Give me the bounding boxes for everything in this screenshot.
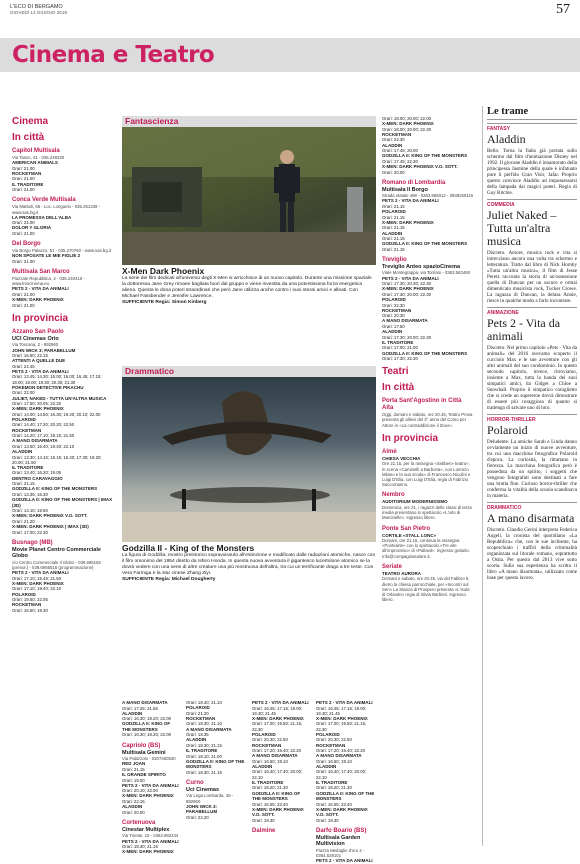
showtimes: Orari: 21.15 (382, 214, 405, 220)
showtimes: Orari: 22.30 (382, 137, 405, 143)
featured-film-xmen (122, 116, 376, 348)
cinema-name: Curno (186, 779, 204, 786)
movie-title: ROCKETMAN (12, 602, 42, 608)
showtimes: Orari: 14.40; 17.20; 20.20; 22.50 (12, 422, 75, 428)
movie-title: POLAROID (316, 731, 340, 737)
movie-title: IL TRADITORE (12, 464, 44, 470)
plot-summary: Deludente. La amiche Sarah e Linda danno ovviamente un inizio di nuove avventure, tra cui una macchina fotografica Polaroid d'epoca. La curiosità, la ritrattano in fierezza. La macchina fotografica però è posseduta da un spirito, i soggetti che vengono fotografati sono destinati a fare una brutta fine. Curioso horror-thriller che conferma la vitalità della scuola scandinava in materia. (487, 439, 577, 499)
movie-title: GODZILLA II: KING OF THE MONSTERS (186, 758, 245, 770)
showtimes: Orari: 16.55; 22.40 (252, 801, 288, 807)
showtimes: Orari: 17.20; 19.40; 22.20 (252, 748, 301, 754)
movie-title: ATTENTI A QUELLE DUE (12, 358, 66, 364)
movie-title: DENTRO CARAVAGGIO (12, 475, 63, 481)
movie-title: PETS 2 - VITA DA ANIMALI (382, 198, 439, 204)
plot-summary: Bello. Torna la fiaba già portata sullo schermo dal film d'animazione Disney nel 1992. Il giovane Aladdin è innamorato della principessa Jasmine della quale è infatuato pure il perfido Gran Visir, Jafar. Proprio questo convince Aladdin ad impossessarsi della lampada dai magici poteri. Regia di Guy Ritchie. (487, 148, 577, 196)
cinema-subname: Multisala Gemini (122, 749, 166, 756)
showtimes: Orari: 21.00 (12, 187, 35, 193)
showtimes: Orari: 13.35; 16.30 (12, 491, 48, 497)
genre-label: Drammatico (122, 366, 376, 377)
showtimes: Orari: 22.15 (122, 798, 145, 804)
issue-date: GIOVEDÌ 13 GIUGNO 2019 (10, 10, 67, 15)
plot-genre: FANTASY (487, 123, 577, 132)
showtimes: Orari: 17.50; 20.05; 22.25 (12, 401, 61, 407)
cinema-name: Capriolo (BS) (122, 742, 161, 749)
movie-title: DOLOR Y GLORIA (12, 225, 52, 231)
cinema-address: Domani e sabato, ore 20.45, via del Fabbro 5, dietro la chiesa parrocchiale, per «Incontri sul Sen» La Stanza di Prospero presenta «L'Isola di Orlando» regia di Silvia Barbieri. Ingresso libero. (382, 576, 470, 603)
showtimes: Orari: 21.15 (122, 766, 145, 772)
cinema-subname: Movie Planet Centro Commerciale Globo (12, 546, 101, 560)
showtimes: Orari: 13.40; 16.20; 19.05 (12, 470, 61, 476)
section-heading: Teatri (382, 366, 409, 378)
cinema-address: Oggi, domani e sabato, ore 20.45, Teatro Prova presenta gli allievi del 3° anno del Corso per Attore in «La contraddizione il Zeus». (382, 412, 473, 428)
showtimes: Orari: 18.40; 21.10 (186, 700, 222, 705)
movie-title: POLAROID (186, 705, 210, 711)
film-rating-director: SUFFICIENTE Regia: Simon Kinberg (122, 299, 207, 305)
showtimes: Orari: 22.20 (186, 814, 209, 820)
showtimes: Orari: 17.10; 19.40; 22.10 (12, 586, 61, 592)
showtimes: Orari: 20.30 (382, 313, 405, 319)
genre-label: Fantascienza (122, 116, 376, 127)
cinema-address: Viale Montegrappa, via Torriani - 0363.563460 (382, 270, 470, 276)
movie-title: POLAROID (12, 591, 36, 597)
showtimes: Orari: 16.55; 22.40 (316, 801, 352, 807)
cinema-subname: Multisala Garden Multivision (316, 834, 361, 848)
showtimes: Orari: 17.20; 19.40; 22.20 (316, 748, 365, 754)
movie-title: JOHN WICK 3: PARABELLUM (186, 803, 218, 815)
movie-title: A MANO DISARMATA (186, 726, 232, 732)
movie-title: ALADDIN (12, 449, 33, 455)
cinema-address: Piazzale Repubblica, 2 - 035.240416 - www.lrescinema.eu (12, 276, 85, 287)
listings-column-1 (12, 116, 114, 846)
section-heading: In provincia (12, 312, 69, 324)
movie-title: ROCKETMAN (186, 715, 216, 721)
showtimes: Orari: 19.30 (252, 817, 275, 823)
showtimes: Orari: 22.30 (382, 302, 405, 308)
movie-title: IL TRADITORE (252, 779, 284, 785)
showtimes: Orari: 14.20; 17.10; 19.15; 21.50 (12, 433, 75, 439)
movie-title: PETS 2 - VITA DA ANIMALI (382, 275, 439, 281)
movie-title: IL TRADITORE (382, 339, 414, 345)
cinema-name: Dalmine (252, 827, 276, 834)
cinema-name: Seriate (382, 563, 403, 570)
cinema-name: Darfo Boario (BS) (316, 827, 367, 834)
movie-title: IL TRADITORE (316, 779, 348, 785)
movie-title: ALADDIN (252, 763, 273, 769)
showtimes: Orari: 17.25; 21.55 (122, 705, 158, 711)
movie-title: X-MEN: DARK PHOENIX (122, 849, 174, 855)
movie-title: PETS 2 - VITA DA ANIMALI (122, 782, 179, 788)
movie-title: POLAROID (382, 297, 406, 303)
movie-title: POLAROID (252, 731, 276, 737)
movie-title: ROCKETMAN (382, 307, 412, 313)
movie-title: NON SPOSATE LE MIE FIGLIE 2 (12, 253, 81, 259)
showtimes: Orari: 16.40; 17.40; 20.00; 22.10 (316, 769, 367, 780)
movie-title: A MANO DISARMATA (122, 700, 168, 705)
showtimes: Orari: 20.30; 22.50 (316, 737, 352, 743)
featured-film-godzilla (122, 366, 376, 686)
film-photo-godzilla (122, 377, 376, 542)
movie-title: GODZILLA II: KING OF THE MONSTERS (122, 721, 171, 732)
movie-title: ROCKETMAN (382, 131, 412, 137)
section-heading: Cinema (12, 116, 49, 127)
showtimes: Orari: 16.50; 19.10 (252, 758, 288, 764)
movie-title: ALADDIN (382, 230, 403, 236)
showtimes: Orari: 20.00 (122, 809, 145, 815)
cinema-address: Strada statale 498 - 0363.686012 - 3938258116 (382, 193, 474, 199)
movie-title: GODZILLA II: KING OF THE MONSTERS (382, 153, 468, 159)
showtimes: Orari: 21.00 (12, 302, 35, 308)
cinema-subname: Uci Cinemas (186, 786, 220, 793)
showtimes: Orari: 17.00; 19.50; 21.15; 22.30 (316, 721, 367, 732)
movie-title: GODZILLA II: KING OF THE MONSTERS (382, 350, 468, 356)
cinema-address: Via Trieste, 15 - 0363.992244 (122, 833, 179, 839)
plot-genre: DRAMMATICO (487, 502, 577, 511)
cinema-subname: UCI Cinemas Orio (12, 335, 59, 342)
showtimes: Orari: 16.45; 17.15; 19.00; 19.30; 21.45 (316, 705, 367, 716)
showtimes: Orari: 18.00; 20.00; 22.00 (382, 116, 431, 121)
plot-film-title: Pets 2 - Vita da animali (487, 316, 561, 343)
showtimes: Orari: 14.10; 19.50 (12, 508, 48, 514)
showtimes: Orari: 18.20; 21.30 (316, 785, 352, 791)
showtimes: Orari: 18.35 (186, 732, 209, 738)
movie-title: LA PROMESSA DELL'ALBA (12, 214, 72, 220)
cinema-address: Via Lega Lombarda, 39 - 892960 (186, 793, 234, 804)
movie-title: GODZILLA II: KING OF THE MONSTERS | IMAX (3D) (12, 497, 113, 508)
cinema-name: Almè (382, 448, 397, 455)
plot-genre: HORROR-THRILLER (487, 414, 577, 423)
showtimes: Orari: 21.15 (12, 481, 35, 487)
showtimes: Orari: 18.00; 20.00; 22.30 (382, 126, 431, 132)
showtimes: Orari: 17.45; 20.00 (382, 148, 418, 154)
showtimes: Orari: 21.15 (382, 246, 405, 252)
movie-title: CHIESA VECCHIA (382, 455, 421, 461)
movie-title: X-MEN: DARK PHOENIX (316, 715, 368, 721)
cinema-subname: Treviglio Anteo spazioCinema (382, 263, 461, 270)
movie-title: X-MEN: DARK PHOENIX V.O. SOTT. (252, 806, 304, 818)
movie-title: AUDITORIUM MODERNISSIMO (382, 499, 448, 505)
movie-title: ALADDIN (382, 142, 403, 148)
cinema-name: Treviglio (382, 256, 407, 263)
movie-title: IL TRADITORE (186, 748, 218, 754)
showtimes: Orari: 19.50; 22.05 (12, 597, 48, 603)
cinema-name: Nembro (382, 492, 405, 499)
section-title-band (0, 38, 580, 72)
showtimes: Orari: 17.45; 22.30 (382, 158, 418, 164)
section-heading: In città (382, 382, 415, 394)
showtimes: Orari: 20.30; 22.50 (252, 737, 288, 743)
movie-title: X-MEN: DARK PHOENIX | IMAX (3D) (12, 524, 89, 529)
movie-title: PETS 2 - VITA DA ANIMALI (12, 286, 69, 292)
showtimes: Orari: 17.00; 19.50; 21.15; 22.30 (252, 721, 303, 732)
showtimes: Orari: 17.00; 21.00 (382, 345, 418, 351)
movie-title: ALADDIN (316, 763, 337, 769)
section-heading: In provincia (382, 432, 439, 444)
plot-film-title: Aladdin (487, 132, 526, 146)
plot-summary: Discreto. Nel primo capitolo «Pets - Vita da animali» del 2016 avevamo scoperto il cucciolo Max e le sue avventure con gli altri animali del suo condominio. In questo secondo capitolo, invece, ritroviamo, insieme a Max, tutta la banda dei suoi simpatici amici, da Gidget a Chloe a Snowball. Proprio il simpatico coniglietto che si crede un supereroe dovrà dimostrare di essere più coraggioso di quanto si trattenga di salvare uno di loro. (487, 345, 577, 411)
showtimes: Orari: 13.45; 14.30; 15.00; 16.00; 16.45; 17.15; 18.00; 19.00; 19.30; 20.30; 21.30 (12, 374, 102, 385)
cinema-address: Via Palazzolo - 0307460530 (122, 756, 176, 762)
showtimes: Orari: 22.45 (12, 363, 35, 369)
listings-column-2c (252, 700, 310, 846)
movie-title: X-MEN: DARK PHOENIX (12, 406, 64, 412)
cinema-address: Domani, ore 21.15, continua la rassegna «Pontearte» con lo spettacolo «Tre vite all'improvviso» di «Pallavit». Ingresso gratuito. Info@compagniasolare.it. (382, 538, 470, 559)
section-title: Cinema e Teatro (12, 42, 215, 68)
movie-title: ALADDIN (382, 329, 403, 335)
plot-summary: Discreto. Claudio Gerini interpreta Federica Angeli, la cronista del quotidiano «La Repubblica» che, con le sue inchieste, ha scoperchiato i traffici della criminalità organizzata sul litorale romano, soprattutto a Ostia. Per questo dal 2013 vive sotto scorta. Sulla sua esperienza ha scritto il libro «A mano disarmata», utilizzato come base per questo lavoro. (487, 527, 577, 581)
showtimes: Orari: 18.30; 21.15 (186, 742, 222, 748)
movie-title: ALADDIN (122, 710, 143, 716)
movie-title: X-MEN: DARK PHOENIX (122, 793, 174, 799)
cinema-subname: Cinestar Multiplex (122, 826, 170, 833)
movie-title: ROCKETMAN (316, 742, 346, 748)
listings-column-2a (122, 700, 180, 855)
showtimes: Orari: 20.10; 22.00 (122, 788, 158, 794)
movie-title: A MANO DISARMATA (316, 753, 362, 759)
cinema-name: Del Borgo (12, 241, 41, 248)
showtimes: Orari: 21.00 (12, 230, 35, 236)
showtimes: Orari: 18.10; 21.00 (186, 753, 222, 759)
page-number: 57 (556, 2, 570, 17)
plot-genre: ANIMAZIONE (487, 307, 577, 316)
cinema-address: c/o Centro Commerciale Il Globo - 039.695182 (prenot.) - 039.6956516 (programmazione) (12, 559, 101, 570)
showtimes: Orari: 16.50; 19.10 (316, 758, 352, 764)
film-rating-director: SUFFICIENTE Regia: Michael Dougherty (122, 576, 216, 582)
cinema-address: Via Borgo Palazzo, 51 - 035.270760 - www.sas.bg.it (12, 248, 112, 254)
plots-sidebar (482, 106, 577, 846)
plot-film-title: Juliet Naked – Tutta un'altra musica (487, 208, 557, 248)
movie-title: PETS 2 - VITA DA ANIMALI (316, 700, 373, 705)
cinema-address: Domenica, ore 21, i ragazzi delle classi di terza media presentano lo spettacolo «L'urlo di Marcinelle». Ingresso libero. (382, 504, 472, 521)
plot-summary: Discreto. Amore, musica rock e vita si intrecciano ancora una volta tra schermo e letteratura. Tratto dal libro di Nick Hornby «Tutta un'altra musica», il film di Jesse Peretz racconta la storia di un'ossessione quella di Duncan per un oscuro e ormai dimenticato musicista rock, Tucker Crowe. La ragazza di Duncan, la delusa Annie, riesce in qualche modo a farlo incontrare. (487, 250, 577, 304)
movie-title: X-MEN: DARK PHOENIX V.O. SOTT. (382, 164, 458, 170)
page-header (10, 2, 570, 18)
cinema-subname: Multisala Il Borgo (382, 186, 428, 193)
movie-title: IL TRADITORE (12, 181, 44, 187)
showtimes: Orari: 13.30; 14.15; 15.15; 16.20; 17.30; 19.20; 20.00; 21.50 (12, 454, 102, 465)
cinema-name: Porta Sant'Agostino in Città Alta (382, 398, 462, 412)
section-heading: In città (12, 132, 45, 143)
newspaper-name: L'ECO DI BERGAMO (10, 4, 63, 10)
plot-film-title: Polaroid (487, 423, 528, 437)
movie-title: TEATRO AURORA (382, 570, 421, 576)
film-photo-xmen (122, 127, 376, 265)
movie-title: X-MEN: DARK PHOENIX (382, 286, 434, 292)
movie-title: X-MEN: DARK PHOENIX V.O. SOTT. (12, 513, 88, 519)
film-title: X-Men Dark Phoenix (122, 266, 205, 276)
showtimes: Orari: 16.50; 19.30 (12, 607, 48, 613)
movie-title: PETS 2 - VITA DA ANIMALI (12, 368, 69, 374)
sidebar-title: Le trame (487, 106, 577, 120)
showtimes: Orari: 14.00; 14.50; 16.30; 19.20; 20.10; 22.00 (12, 411, 101, 417)
movie-title: X-MEN: DARK PHOENIX (382, 121, 434, 127)
movie-title: GODZILLA II: KING OF THE MONSTERS (316, 790, 375, 802)
film-title: Godzilla II - King of the Monsters (122, 543, 255, 553)
movie-title: ALADDIN (186, 737, 207, 743)
movie-title: X-MEN: DARK PHOENIX (12, 580, 64, 586)
showtimes: Orari: 17.00; 22.30 (12, 529, 48, 535)
movie-title: ROCKETMAN (12, 427, 42, 433)
movie-title: AMERICAN ANIMALS (12, 160, 58, 166)
cinema-address: Via Toscana, 2 - 892960 (12, 342, 59, 348)
showtimes: Orari: 21.00 (12, 165, 35, 171)
movie-title: X-MEN: DARK PHOENIX (12, 297, 64, 303)
movie-title: JULIET, NAKED - TUTTA UN'ALTRA MUSICA (12, 395, 107, 401)
showtimes: Orari: 16.30; 19.20; 22.00 (122, 716, 171, 722)
listings-column-2d (316, 700, 376, 864)
movie-title: CORTILE «STALL LONC» (382, 532, 437, 538)
showtimes: Orari: 21.15 (382, 236, 405, 242)
movie-title: PETS 2 - VITA DA ANIMALI (122, 838, 179, 844)
movie-title: POLAROID (382, 209, 406, 215)
cinema-name: Capitol Multisala (12, 148, 60, 154)
movie-title: PETS 2 - VITA DA ANIMALI (252, 700, 309, 705)
movie-title: JOHN WICK 3: PARABELLUM (12, 347, 76, 353)
movie-title: PETS 2 - VITA DA ANIMALI (12, 570, 69, 576)
showtimes: Orari: 17.30; 20.30; 22.30 (382, 281, 431, 287)
showtimes: Orari: 21.20 (12, 518, 35, 524)
showtimes: Orari: 20.00 (382, 169, 405, 175)
showtimes: Orari: 19.00 (122, 777, 145, 783)
showtimes: Orari: 18.30; 21.15 (186, 769, 222, 775)
plot-genre: COMMEDIA (487, 199, 577, 208)
film-synopsis: La serie dei film dedicati all'universo degli X-Men si arricchisce di un nuovo capitolo. Durante una missione spaziale la dottoressa Jane Grey rimane bagliata fuori dal gruppo e viene investita da una potentissima forza energetica aliena. Questa le dona poteri straordinari che però Jane utilizza anche contro i suoi stessi amici e alleati. Con Michael Fassbender e Jennifer Lawrence. (122, 276, 372, 299)
movie-title: ALADDIN (122, 804, 143, 810)
showtimes: Orari: 21.00 (12, 258, 35, 264)
showtimes: Orari: 17.10; 19.45; 21.50 (12, 575, 61, 581)
showtimes: Orari: 21.15 (382, 203, 405, 209)
cinema-address: Piazza Medaglie d'oro 2 - 0364.529101 (316, 847, 365, 859)
movie-title: RED JOAN (122, 761, 146, 767)
showtimes: Orari: 22.00 (12, 390, 35, 396)
movie-title: GODZILLA II: KING OF THE MONSTERS (252, 790, 301, 802)
showtimes: Orari: 21.00 (12, 220, 35, 226)
cinema-address: Via Tasso, 41 - 035.248330 (12, 155, 65, 160)
showtimes: Orari: 19.30 (316, 817, 339, 823)
cinema-name: Conca Verde Multisala (12, 197, 76, 204)
showtimes: Orari: 18.20; 21.30 (252, 785, 288, 791)
showtimes: Orari: 17.30; 22.30 (382, 356, 418, 362)
movie-title: A MANO DISARMATA (382, 318, 428, 324)
movie-title: PETS 2 - VITA DA ANIMALI (316, 858, 373, 864)
showtimes: Orari: 17.30; 20.00; 22.30 (382, 334, 431, 340)
movie-title: X-MEN: DARK PHOENIX (382, 219, 434, 225)
showtimes: Orari: 16.45; 17.15; 19.00; 19.30; 21.45 (252, 705, 303, 716)
showtimes: Orari: 21.20 (186, 710, 209, 716)
showtimes: Orari: 16.30; 19.20; 22.00 (122, 732, 171, 738)
movie-title: ROCKETMAN (252, 742, 282, 748)
movie-title: ROCKETMAN (12, 170, 42, 176)
cinema-address: Ore 21.15, per la rassegna «Sebben» teatro», in scena «Caminelli a Barbona», con Lorenzo Milano e la sua scoda» di Francesco Nicolini e Luigi D'Elia, con Luigi D'Elia, regia di Fabrizio Saccomanno. (382, 461, 471, 488)
movie-title: GODZILLA II: KING OF THE MONSTERS (12, 486, 98, 492)
showtimes: Orari: 17.30; 20.00; 22.30 (382, 291, 431, 297)
showtimes: Orari: 21.00 (12, 176, 35, 182)
movie-title: X-MEN: DARK PHOENIX (252, 715, 304, 721)
cinema-name: Azzano San Paolo (12, 328, 64, 335)
listings-column-2b (186, 700, 246, 846)
movie-title: X-MEN: DARK PHOENIX V.O. SOTT. (316, 806, 368, 818)
cinema-name: Ponte San Pietro (382, 525, 431, 532)
cinema-name: Romano di Lombardia (382, 179, 446, 186)
movie-title: A MANO DISARMATA (252, 753, 298, 759)
movie-title: IL GRANDE SPIRITO (122, 772, 166, 778)
movie-title: A MANO DISARMATA (12, 438, 58, 444)
film-synopsis: La figura di Godzilla, mostro preistorico sopravvissuto all'estinzione e modificato dalle radiazioni atomiche, nasce con il film omonimo del 1954 diretto da Ishiro Honda. In questa nuova avventura il gigantesco lucertolone atomico se la dovrà vedere con una serie di altre creature una più mostruosa dell'altra, tra cui un terrificante drago a tre teste. Con Vera Farmiga e la star cinese Zhang Ziyi. (122, 553, 376, 576)
cinema-name: Multisala San Marco (12, 269, 70, 276)
showtimes: Orari: 21.15 (382, 225, 405, 231)
showtimes: Orari: 17.50 (382, 323, 405, 329)
listings-column-4 (382, 116, 474, 846)
movie-title: POLAROID (12, 416, 36, 422)
movie-title: GODZILLA II: KING OF THE MONSTERS (382, 241, 468, 247)
movie-title: POKEMON DETECTIVE PIKACHU (12, 384, 84, 390)
showtimes: Orari: 16.50; 22.15 (12, 353, 48, 359)
cinema-address: Via Mattioli, 65 - Loc. Longuelo - 035.251339 - www.sas.bg.it (12, 204, 101, 215)
showtimes: Orari: 18.30; 21.15 (122, 844, 158, 850)
showtimes: Orari: 13.50; 16.40; 19.40; 22.10 (12, 443, 75, 449)
showtimes: Orari: 18.30; 21.10 (186, 721, 222, 727)
showtimes: Orari: 21.00 (12, 291, 35, 297)
plot-film-title: A mano disarmata (487, 511, 575, 525)
cinema-name: Busnago (MB) (12, 539, 53, 546)
showtimes: Orari: 16.40; 17.40; 20.00; 22.10 (252, 769, 303, 780)
cinema-name: Cortenuova (122, 819, 156, 826)
